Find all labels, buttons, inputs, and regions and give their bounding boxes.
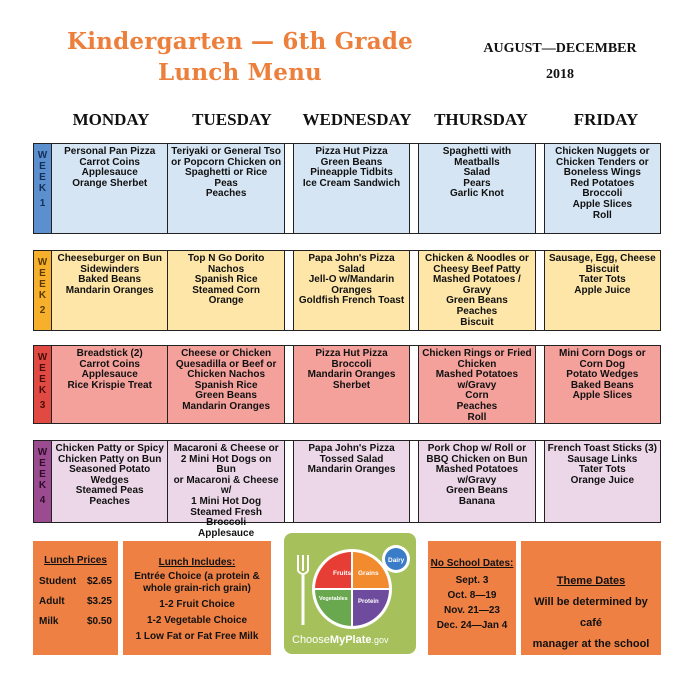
week-4-tuesday: Macaroni & Cheese or 2 Mini Hot Dogs on Bun or Macaroni & Cheese w/ 1 Mini Hot Dog Steamed Fresh Broccoli Applesauce [168, 441, 284, 522]
title-line-1: Kindergarten — 6th Grade [67, 28, 413, 55]
includes-line: Entrée Choice (a protein & whole grain-rich grain) [134, 571, 260, 594]
week-1-thursday: Spaghetti with Meatballs Salad Pears Garlic Knot [418, 144, 535, 233]
week-2-tuesday: Top N Go Dorito Nachos Spanish Rice Steamed Corn Orange [168, 251, 284, 330]
column-gap [285, 144, 293, 233]
week-label-letter: E [39, 469, 46, 480]
day-header-thursday: THURSDAY [434, 110, 528, 129]
date-range [470, 36, 650, 88]
day-header-tuesday: TUESDAY [192, 110, 272, 129]
price-label: Milk [39, 616, 59, 627]
brand-suffix: .gov [371, 635, 389, 645]
week-2-row [33, 250, 661, 331]
week-4-friday: French Toast Sticks (3) Sausage Links Tater Tots Orange Juice [544, 441, 660, 522]
price-label: Adult [39, 596, 65, 607]
week-2-friday: Sausage, Egg, Cheese Biscuit Tater Tots Apple Juice [544, 251, 660, 330]
column-gap [536, 251, 544, 330]
includes-line: 1-2 Vegetable Choice [146, 615, 248, 626]
week-label-letter: K [38, 183, 47, 194]
week-label-letter: W [37, 150, 48, 161]
price-value: $3.25 [86, 596, 112, 607]
column-gap [285, 441, 293, 522]
week-label-letter: E [39, 374, 46, 385]
column-gap [285, 346, 293, 423]
week-1-row [33, 143, 661, 234]
lunch-prices-heading: Lunch Prices [44, 555, 107, 566]
week-label-letter: E [39, 268, 46, 279]
price-value: $0.50 [86, 616, 112, 627]
no-school-date: Sept. 3 [455, 575, 489, 586]
week-4-wednesday: Papa John's Pizza Tossed Salad Mandarin Oranges [293, 441, 410, 522]
price-row-student [39, 576, 112, 587]
price-value: $2.65 [86, 576, 112, 587]
day-header-friday: FRIDAY [573, 110, 639, 129]
no-school-date: Oct. 8—19 [447, 590, 497, 601]
week-label-letter: E [39, 279, 46, 290]
week-label-letter: W [37, 447, 48, 458]
fork-icon [298, 555, 308, 625]
column-gap [536, 346, 544, 423]
week-3-friday: Mini Corn Dogs or Corn Dog Potato Wedges Baked Beans Apple Slices [544, 346, 660, 423]
column-gap [410, 441, 418, 522]
title-line-2: Lunch Menu [158, 59, 322, 86]
week-number: 2 [39, 305, 46, 316]
week-2-thursday: Chicken & Noodles or Cheesy Beef Patty Mashed Potatoes / Gravy Green Beans Peaches Biscuit [418, 251, 535, 330]
no-school-heading: No School Dates: [430, 558, 514, 569]
price-label: Student [39, 576, 77, 587]
includes-line: 1-2 Fruit Choice [159, 599, 235, 610]
week-label-letter: W [37, 257, 48, 268]
week-3-tuesday: Cheese or Chicken Quesadilla or Beef or Chicken Nachos Spanish Rice Green Beans Mandarin Oranges [168, 346, 284, 423]
week-2-label [34, 251, 52, 330]
brand-prefix: Choose [292, 634, 330, 646]
lunch-includes-box [123, 541, 271, 655]
week-1-tuesday: Teriyaki or General Tso or Popcorn Chicken on Spaghetti or Rice Peas Peaches [168, 144, 284, 233]
week-label-letter: K [38, 290, 47, 301]
week-4-monday: Chicken Patty or Spicy Chicken Patty on Bun Seasoned Potato Wedges Steamed Peas Peaches [52, 441, 168, 522]
column-gap [410, 346, 418, 423]
myplate-brand [292, 634, 389, 646]
column-gap [410, 144, 418, 233]
week-3-monday: Breadstick (2) Carrot Coins Applesauce Rice Krispie Treat [52, 346, 168, 423]
vegetables-label: Vegetables [319, 596, 348, 602]
week-number: 4 [39, 495, 46, 506]
myplate-logo [284, 533, 416, 654]
week-number: 3 [39, 400, 46, 411]
theme-dates-line: Will be determined by café [534, 596, 648, 629]
column-gap [410, 251, 418, 330]
no-school-date: Dec. 24—Jan 4 [436, 620, 508, 631]
week-1-wednesday: Pizza Hut Pizza Green Beans Pineapple Tidbits Ice Cream Sandwich [293, 144, 410, 233]
week-label-letter: E [39, 458, 46, 469]
week-3-thursday: Chicken Rings or Fried Chicken Mashed Potatoes w/Gravy Corn Peaches Roll [418, 346, 535, 423]
week-4-label [34, 441, 52, 522]
column-gap [536, 144, 544, 233]
column-gap [285, 251, 293, 330]
menu-title [40, 26, 440, 88]
week-3-wednesday: Pizza Hut Pizza Broccoli Mandarin Oranges Sherbet [293, 346, 410, 423]
protein-label: Protein [358, 599, 379, 605]
week-3-label [34, 346, 52, 423]
week-label-letter: K [38, 385, 47, 396]
week-label-letter: E [39, 363, 46, 374]
week-1-monday: Personal Pan Pizza Carrot Coins Applesauce Orange Sherbet [52, 144, 168, 233]
brand-main: MyPlate [329, 634, 372, 646]
date-range-months: AUGUST—DECEMBER [483, 41, 637, 56]
week-label-letter: K [38, 480, 47, 491]
grains-label: Grains [358, 570, 379, 577]
week-label-letter: E [39, 161, 46, 172]
date-range-year: 2018 [546, 67, 574, 82]
theme-dates-heading: Theme Dates [556, 575, 626, 587]
no-school-date: Nov. 21—23 [444, 605, 500, 616]
week-4-thursday: Pork Chop w/ Roll or BBQ Chicken on Bun Mashed Potatoes w/Gravy Green Beans Banana [418, 441, 535, 522]
day-header-monday: MONDAY [72, 110, 150, 129]
lunch-prices-box [33, 541, 118, 655]
theme-dates-line: manager at the school [532, 638, 650, 650]
price-row-adult [39, 596, 112, 607]
week-number: 1 [39, 198, 46, 209]
theme-dates-box [521, 541, 661, 655]
week-3-row [33, 345, 661, 424]
myplate-graphic [284, 533, 416, 654]
lunch-includes-heading: Lunch Includes: [158, 557, 236, 568]
week-label-letter: W [37, 352, 48, 363]
fruits-label: Fruits [333, 570, 352, 577]
week-2-monday: Cheeseburger on Bun Sidewinders Baked Beans Mandarin Oranges [52, 251, 168, 330]
includes-line: 1 Low Fat or Fat Free Milk [135, 631, 259, 642]
dairy-label: Dairy [388, 557, 405, 564]
week-2-wednesday: Papa John's Pizza Salad Jell-O w/Mandarin Oranges Goldfish French Toast [293, 251, 410, 330]
week-label-letter: E [39, 172, 46, 183]
no-school-box [428, 541, 516, 655]
week-1-label [34, 144, 52, 233]
week-1-friday: Chicken Nuggets or Chicken Tenders or Boneless Wings Red Potatoes Broccoli Apple Slices Roll [544, 144, 660, 233]
day-header-wednesday: WEDNESDAY [302, 110, 412, 129]
column-gap [536, 441, 544, 522]
week-4-row [33, 440, 661, 539]
price-row-milk [39, 616, 112, 627]
